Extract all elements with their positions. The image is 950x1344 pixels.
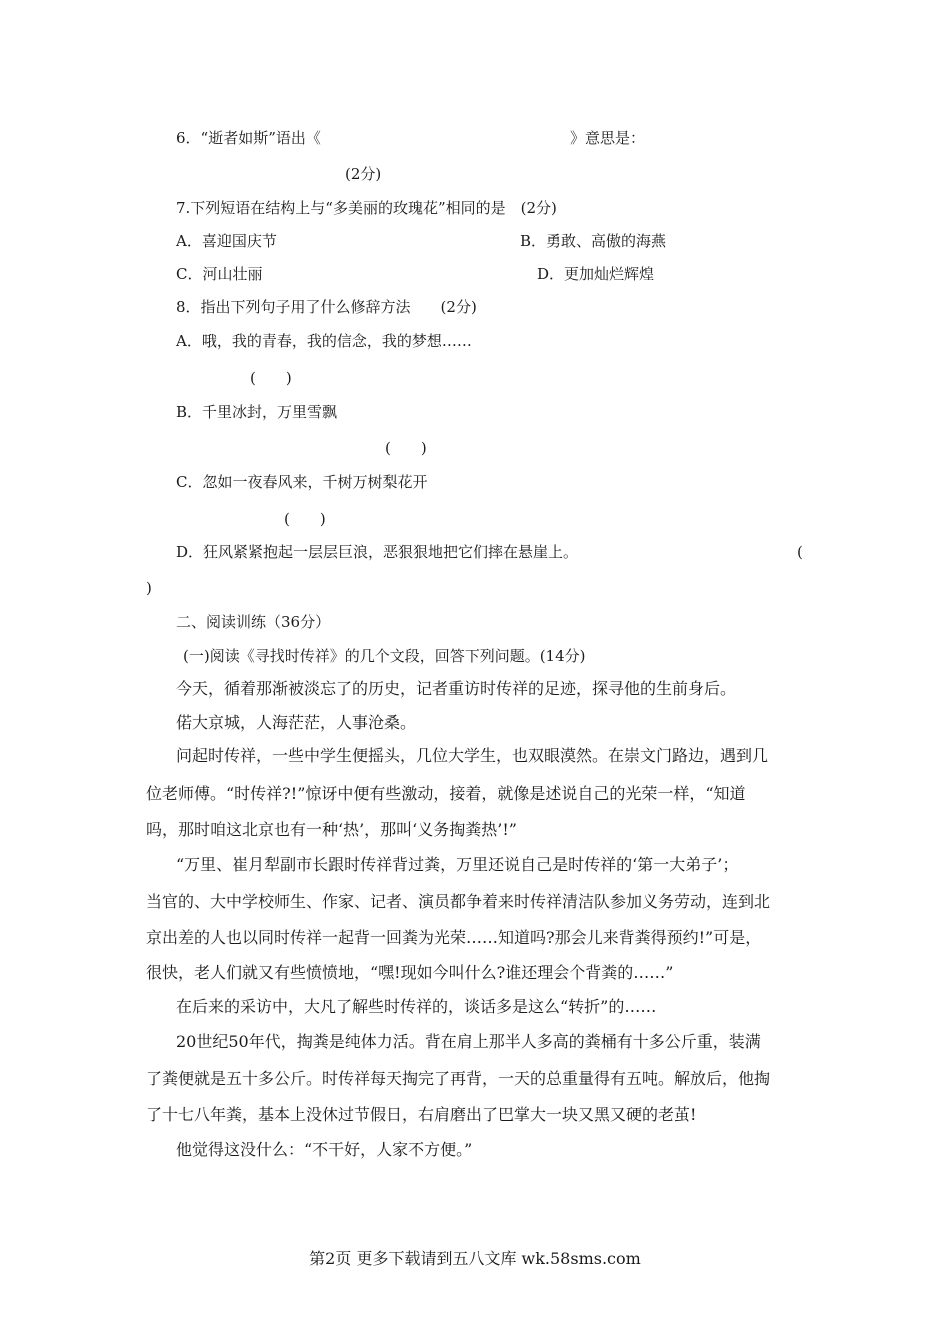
q8-option-c: C．忽如一夜春风来，千树万树梨花开 — [176, 473, 428, 491]
q6-score: (2分) — [345, 165, 382, 183]
section-title: 二、阅读训练（36分） — [176, 613, 331, 631]
q8-d-open: ( — [797, 543, 803, 561]
section-subtitle: (一)阅读《寻找时传祥》的几个文段，回答下列问题。(14分) — [183, 647, 586, 665]
passage-line: 偌大京城，人海茫茫，人事沧桑。 — [176, 713, 417, 732]
passage-line: 今天，循着那渐被淡忘了的历史，记者重访时传祥的足迹，探寻他的生前身后。 — [176, 679, 737, 698]
q7-option-c: C．河山壮丽 — [176, 265, 263, 283]
passage-line: 20世纪50年代，掏粪是纯体力活。背在肩上那半人多高的粪桶有十多公斤重，装满 — [176, 1032, 761, 1051]
q8-option-a: A．哦，我的青春，我的信念，我的梦想…… — [176, 332, 472, 350]
passage-line: 京出差的人也以同时传祥一起背一回粪为光荣……知道吗?那会儿来背粪得预约!”可是， — [146, 928, 762, 947]
passage-line: 当官的、大中学校师生、作家、记者、演员都争着来时传祥清洁队参加义务劳动，连到北 — [146, 892, 771, 911]
passage-line: 了粪便就是五十多公斤。时传祥每天掏完了再背，一天的总重量得有五吨。解放后，他掏 — [146, 1069, 771, 1088]
passage-line: 很快，老人们就又有些愤愤地，“嘿!现如今叫什么?谁还理会个背粪的……” — [146, 963, 674, 982]
q8-d-close: ) — [146, 579, 152, 597]
q8-option-d: D．狂风紧紧抱起一层层巨浪，恶狠狠地把它们摔在悬崖上。 — [176, 543, 579, 561]
passage-line: 在后来的采访中，大凡了解些时传祥的，谈话多是这么“转折”的…… — [176, 997, 657, 1016]
passage-line: 他觉得这没什么：“不干好，人家不方便。” — [176, 1140, 473, 1159]
q8-b-blank: ( ) — [385, 439, 427, 457]
q7-option-a: A．喜迎国庆节 — [176, 232, 277, 250]
q7-option-b: B．勇敢、高傲的海燕 — [520, 232, 667, 250]
q8-option-b: B．千里冰封，万里雪飘 — [176, 403, 338, 421]
passage-line: 位老师傅。“时传祥?!”惊讶中便有些激动，接着，就像是述说自己的光荣一样，“知道 — [146, 784, 746, 803]
q6-left: 6．“逝者如斯”语出《 — [176, 129, 321, 147]
q8-stem: 8．指出下列句子用了什么修辞方法 (2分) — [176, 298, 477, 316]
q6-right: 》意思是： — [570, 129, 646, 147]
q8-a-blank: ( ) — [250, 369, 292, 387]
q7-stem: 7.下列短语在结构上与“多美丽的玫瑰花”相同的是 (2分) — [176, 199, 557, 217]
q7-option-d: D．更加灿烂辉煌 — [537, 265, 655, 283]
passage-line: 问起时传祥，一些中学生便摇头，几位大学生，也双眼漠然。在崇文门路边，遇到几 — [176, 746, 769, 765]
page-footer: 第2页 更多下载请到五八文库 wk.58sms.com — [309, 1249, 641, 1268]
passage-line: “万里、崔月犁副市长跟时传祥背过粪，万里还说自己是时传祥的‘第一大弟子’； — [176, 855, 739, 874]
q8-c-blank: ( ) — [284, 510, 326, 528]
passage-line: 了十七八年粪，基本上没休过节假日，右肩磨出了巴掌大一块又黑又硬的老茧! — [146, 1105, 697, 1124]
passage-line: 吗，那时咱这北京也有一种‘热’，那叫‘义务掏粪热’!” — [146, 820, 517, 839]
